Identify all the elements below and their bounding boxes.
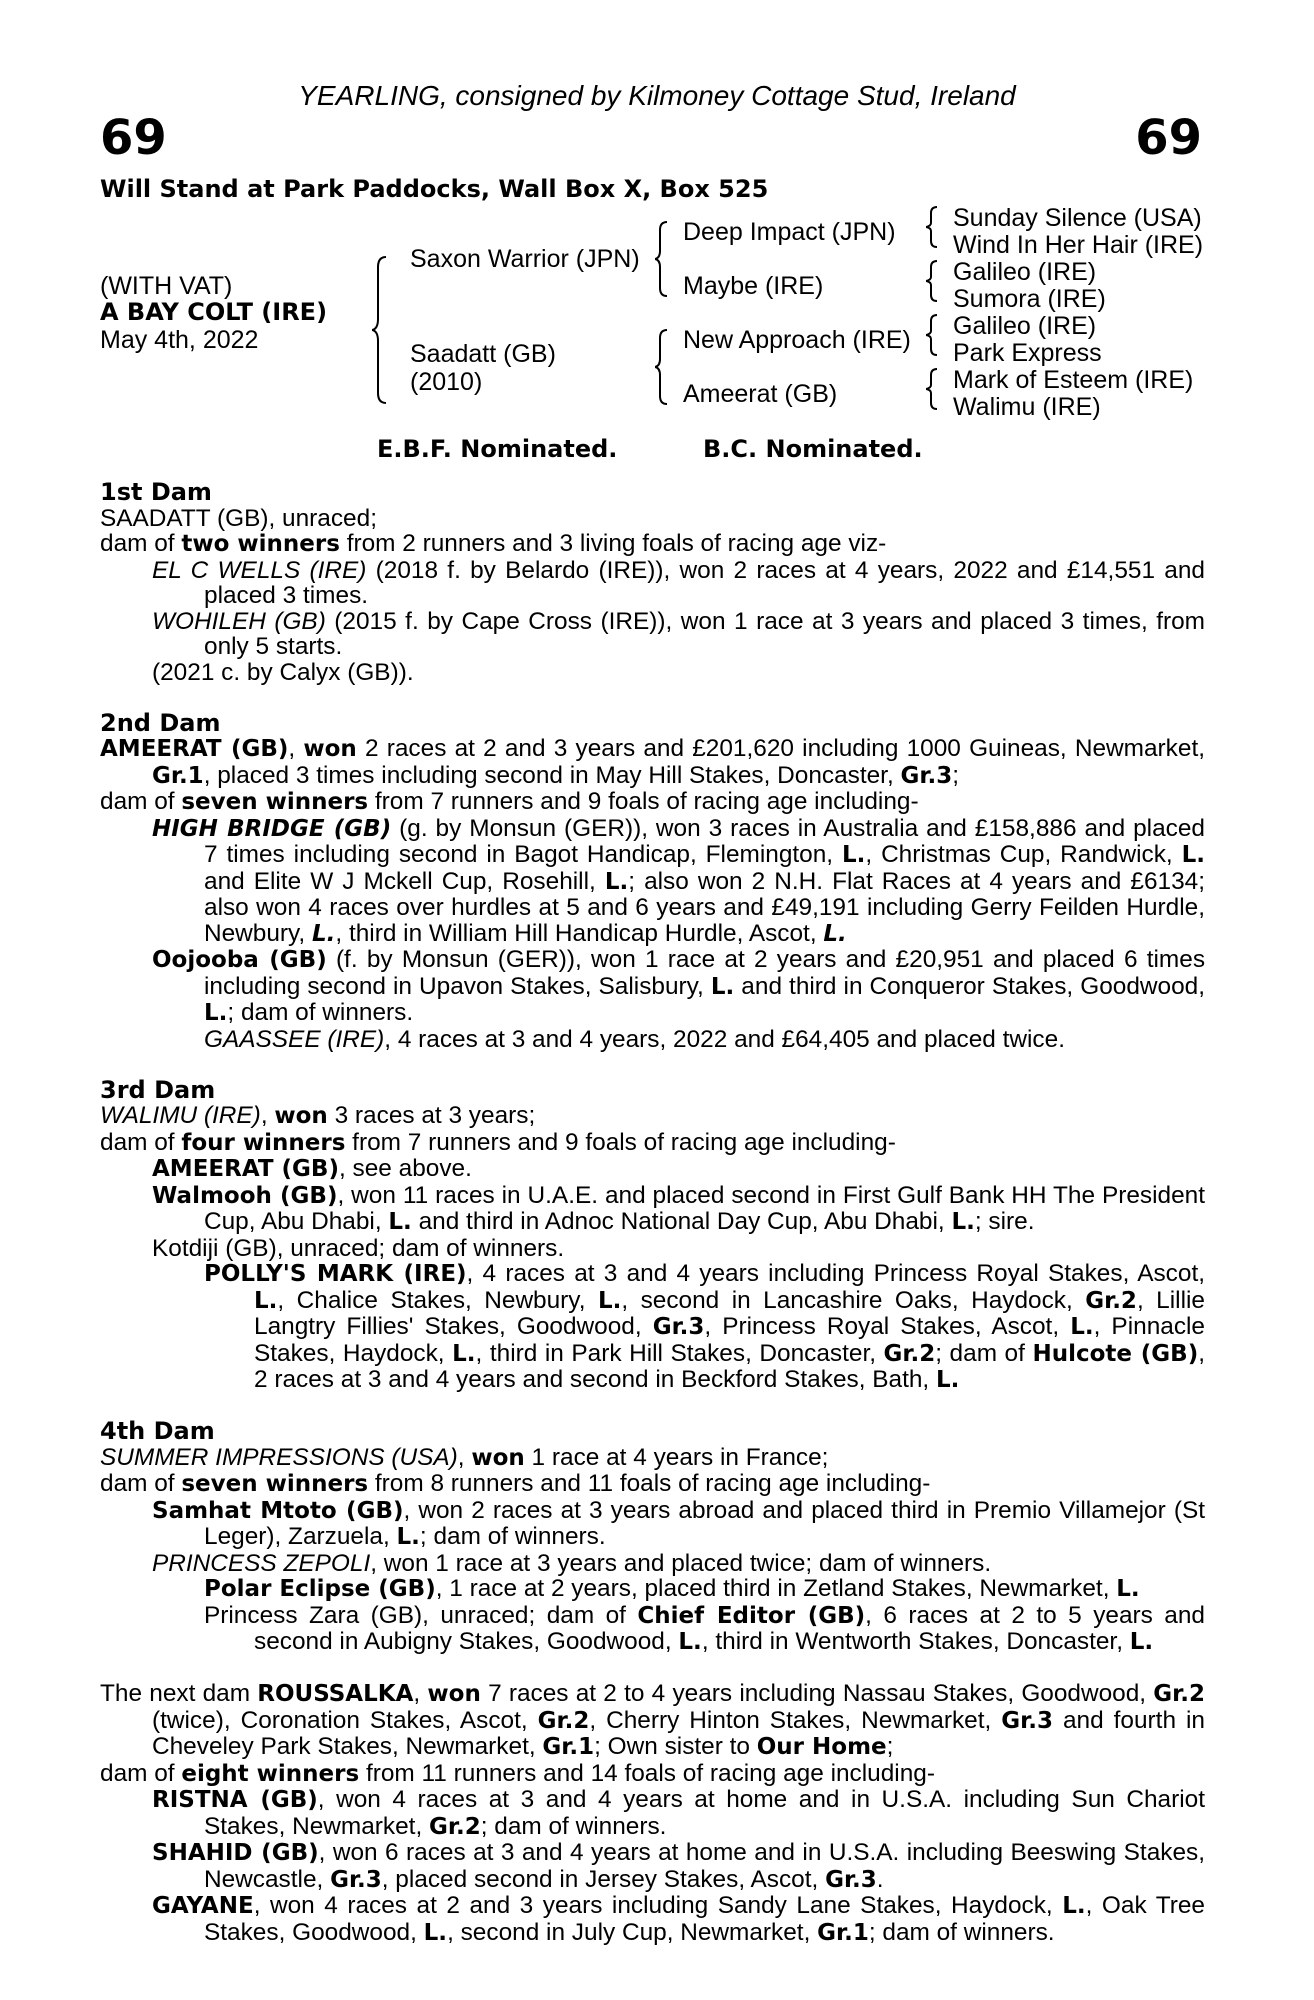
fourth-dam-section bbox=[100, 1419, 1205, 1656]
dam-sire: New Approach (IRE) bbox=[683, 326, 911, 354]
produce-record bbox=[100, 480, 1205, 1946]
vat-note: (WITH VAT) bbox=[100, 272, 233, 300]
dam-of-line: dam of four winners from 7 runners and 9 foals of racing age including- bbox=[100, 1128, 896, 1156]
ancestor-5: Galileo (IRE) bbox=[953, 312, 1097, 340]
horse-name: A BAY COLT (IRE) bbox=[100, 298, 328, 326]
lot-number-right: 69 bbox=[1135, 110, 1202, 166]
progeny-entry: RISTNA (GB), won 4 races at 3 and 4 years at home and in U.S.A. including Sun Chariot Stakes, Newmarket, Gr.2; dam of winners. bbox=[152, 1786, 1205, 1840]
progeny-entry: HIGH BRIDGE (GB) (g. by Monsun (GER)), won 3 races in Australia and £158,886 and placed 7 times including second in Bagot Handicap, Flemington, L., Christmas Cup, Randwick, L. and Elite W J Mckell Cup, Rosehill, L.; also won 2 N.H. Flat Races at 4 years and £6134; also won 4 races over hurdles at 5 and 6 years and £49,191 including Gerry Feilden Hurdle, Newbury, L., third in William Hill Handicap Hurdle, Ascot, L. bbox=[152, 814, 1205, 947]
progeny-entry: PRINCESS ZEPOLI, won 1 race at 3 years and placed twice; dam of winners. bbox=[152, 1549, 992, 1577]
ebf-nominated: E.B.F. Nominated. bbox=[377, 435, 618, 463]
third-dam-section bbox=[100, 1075, 1206, 1394]
ancestor-7: Mark of Esteem (IRE) bbox=[953, 366, 1194, 394]
progeny-entry: WOHILEH (GB) (2015 f. by Cape Cross (IRE)), won 1 race at 3 years and placed 3 times, from only 5 starts. bbox=[152, 607, 1205, 660]
dam-line: WALIMU (IRE), won 3 races at 3 years; bbox=[100, 1102, 536, 1129]
ancestor-3: Galileo (IRE) bbox=[953, 258, 1097, 286]
dam-of-line: dam of two winners from 2 runners and 3 living foals of racing age viz- bbox=[100, 530, 887, 557]
progeny-entry: POLLY'S MARK (IRE), 4 races at 3 and 4 years including Princess Royal Stakes, Ascot, L., Chalice Stakes, Newbury, L., second in Lancashire Oaks, Haydock, Gr.2, Lillie Langtry Fillies' Stakes, Goodwood, Gr.3, Princess Royal Stakes, Ascot, L., Pinnacle Stakes, Haydock, L., third in Park Hill Stakes, Doncaster, Gr.2; dam of Hulcote (GB), 2 races at 3 and 4 years and second in Beckford Stakes, Bath, L. bbox=[204, 1260, 1206, 1393]
dam-of-line: dam of seven winners from 7 runners and 9 foals of racing age including- bbox=[100, 788, 919, 815]
progeny-entry: GAYANE, won 4 races at 2 and 3 years including Sandy Lane Stakes, Haydock, L., Oak Tree Stakes, Goodwood, L., second in July Cup, Newmarket, Gr.1; dam of winners. bbox=[152, 1892, 1205, 1946]
dam-of-line: dam of eight winners from 11 runners and 14 foals of racing age including- bbox=[100, 1759, 935, 1787]
brace-icon bbox=[926, 313, 940, 357]
sire-name: Saxon Warrior (JPN) bbox=[410, 245, 640, 273]
lot-number-left: 69 bbox=[100, 110, 167, 166]
next-dam-section bbox=[100, 1681, 1205, 1946]
stand-location: Will Stand at Park Paddocks, Wall Box X, Box 525 bbox=[100, 175, 769, 203]
section-heading: 1st Dam bbox=[100, 478, 212, 506]
section-heading: 3rd Dam bbox=[100, 1075, 216, 1104]
dam-line: The next dam ROUSSALKA, won 7 races at 2 to 4 years including Nassau Stakes, Goodwood, Gr.2 (twice), Coronation Stakes, Ascot, Gr.2, Cherry Hinton Stakes, Newmarket, Gr.3 and fourth in Cheveley Park Stakes, Newmarket, Gr.1; Own sister to Our Home; bbox=[100, 1680, 1205, 1760]
progeny-entry: Oojooba (GB) (f. by Monsun (GER)), won 1 race at 2 years and £20,951 and placed 6 times including second in Upavon Stakes, Salisbury, L. and third in Conqueror Stakes, Goodwood, L.; dam of winners. bbox=[152, 946, 1206, 1026]
second-dam-section bbox=[100, 708, 1206, 1053]
ancestor-4: Sumora (IRE) bbox=[953, 285, 1106, 313]
progeny-entry: Kotdiji (GB), unraced; dam of winners. bbox=[152, 1234, 565, 1262]
ancestor-8: Walimu (IRE) bbox=[953, 393, 1101, 421]
sire-dam: Maybe (IRE) bbox=[683, 272, 824, 300]
ancestor-2: Wind In Her Hair (IRE) bbox=[953, 231, 1204, 259]
first-dam-section bbox=[100, 480, 1205, 685]
foaling-date: May 4th, 2022 bbox=[100, 326, 259, 354]
progeny-entry: Samhat Mtoto (GB), won 2 races at 3 years abroad and placed third in Premio Villamejor (St Leger), Zarzuela, L.; dam of winners. bbox=[152, 1496, 1206, 1550]
ancestor-6: Park Express bbox=[953, 339, 1102, 367]
progeny-entry: Polar Eclipse (GB), 1 race at 2 years, placed third in Zetland Stakes, Newmarket, L. bbox=[204, 1575, 1140, 1602]
dam-year: (2010) bbox=[410, 368, 483, 396]
brace-icon bbox=[926, 205, 940, 249]
progeny-entry: GAASSEE (IRE), 4 races at 3 and 4 years, 2022 and £64,405 and placed twice. bbox=[204, 1025, 1065, 1053]
progeny-entry: AMEERAT (GB), see above. bbox=[152, 1155, 472, 1182]
brace-icon bbox=[926, 367, 940, 411]
bc-nominated: B.C. Nominated. bbox=[703, 435, 923, 463]
ancestor-1: Sunday Silence (USA) bbox=[953, 204, 1202, 232]
consignment-line: YEARLING, consigned by Kilmoney Cottage Stud, Ireland bbox=[298, 80, 1016, 111]
section-heading: 4th Dam bbox=[100, 1417, 215, 1445]
dam-dam: Ameerat (GB) bbox=[683, 380, 838, 408]
dam-line: AMEERAT (GB), won 2 races at 2 and 3 years and £201,620 including 1000 Guineas, Newmarket, Gr.1, placed 3 times including second in May Hill Stakes, Doncaster, Gr.3; bbox=[100, 735, 1205, 789]
progeny-entry: SHAHID (GB), won 6 races at 3 and 4 years at home and in U.S.A. including Beeswing Stakes, Newcastle, Gr.3, placed second in Jersey Stakes, Ascot, Gr.3. bbox=[152, 1839, 1206, 1893]
brace-icon bbox=[655, 328, 671, 406]
progeny-entry: Walmooh (GB), won 11 races in U.A.E. and placed second in First Gulf Bank HH The President Cup, Abu Dhabi, L. and third in Adnoc National Day Cup, Abu Dhabi, L.; sire. bbox=[152, 1181, 1205, 1235]
brace-icon bbox=[926, 259, 940, 303]
dam-of-line: dam of seven winners from 8 runners and 11 foals of racing age including- bbox=[100, 1470, 931, 1497]
dam-line: SUMMER IMPRESSIONS (USA), won 1 race at 4 years in France; bbox=[100, 1443, 829, 1471]
dam-line: SAADATT (GB), unraced; bbox=[100, 504, 377, 532]
brace-icon bbox=[655, 220, 671, 298]
progeny-entry: (2021 c. by Calyx (GB)). bbox=[152, 658, 414, 686]
section-heading: 2nd Dam bbox=[100, 708, 221, 737]
brace-icon bbox=[372, 255, 392, 405]
progeny-entry: Princess Zara (GB), unraced; dam of Chief Editor (GB), 6 races at 2 to 5 years and second in Aubigny Stakes, Goodwood, L., third in Wentworth Stakes, Doncaster, L. bbox=[204, 1601, 1205, 1655]
dam-name: Saadatt (GB) bbox=[410, 340, 556, 368]
progeny-entry: EL C WELLS (IRE) (2018 f. by Belardo (IRE)), won 2 races at 4 years, 2022 and £14,551 and placed 3 times. bbox=[152, 556, 1205, 609]
sire-sire: Deep Impact (JPN) bbox=[683, 218, 896, 246]
